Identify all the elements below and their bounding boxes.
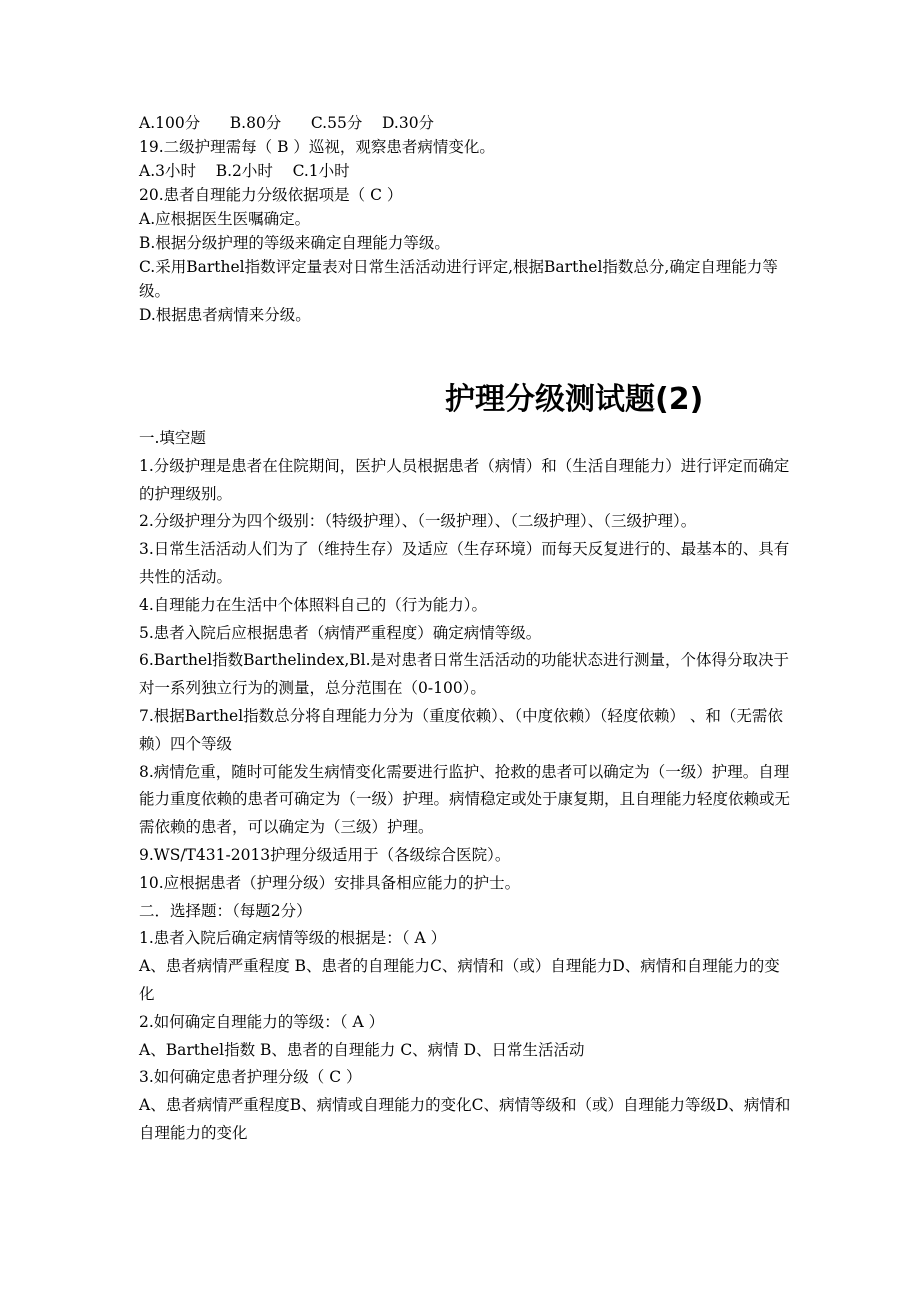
choice-q1-options: A、患者病情严重程度 B、患者的自理能力C、病情和（或）自理能力D、病情和自理能力的变化 [139,957,780,1003]
q19-options: A.3小时 B.2小时 C.1小时 [139,162,350,180]
fill-in-item-1: 1.分级护理是患者在住院期间，医护人员根据患者（病情）和（生活自理能力）进行评定而确定的护理级别。 [139,456,790,503]
fill-in-item-3: 3.日常生活活动人们为了（维持生存）及适应（生存环境）而每天反复进行的、最基本的、具有共性的活动。 [139,540,790,586]
q20-question: 20.患者自理能力分级依据项是（ C ） [139,186,403,204]
choice-q3-options: A、患者病情严重程度B、病情或自理能力的变化C、病情等级和（或）自理能力等级D、病情和自理能力的变化 [139,1096,791,1142]
choice-q2-question: 2.如何确定自理能力的等级：（ A ） [139,1012,385,1031]
section-heading-fill-in: 一.填空题 [139,429,206,447]
fill-in-item-7: 7.根据Barthel指数总分将自理能力分为（重度依赖）、（中度依赖）（轻度依赖） 、和（无需依赖）四个等级 [139,706,783,753]
q20-option-b: B.根据分级护理的等级来确定自理能力等级。 [139,234,450,252]
section-heading-choice: 二．选择题：（每题2分） [139,901,312,920]
fill-in-item-2: 2.分级护理分为四个级别：（特级护理）、（一级护理）、（二级护理）、（三级护理）。 [139,512,697,531]
fill-in-item-5: 5.患者入院后应根据患者（病情严重程度）确定病情等级。 [139,623,542,642]
choice-q2-options: A、Barthel指数 B、患者的自理能力 C、病情 D、日常生活活动 [139,1040,585,1059]
q18-options: A.100分 B.80分 C.55分 D.30分 [139,114,435,132]
page-title: 护理分级测试题(2) [445,382,704,417]
q20-option-a: A.应根据医生医嘱确定。 [139,210,311,228]
choice-q3-question: 3.如何确定患者护理分级（ C ） [139,1068,362,1087]
fill-in-item-9: 9.WS/T431-2013护理分级适用于（各级综合医院）。 [139,845,511,864]
previous-questions-section [139,111,791,327]
fill-in-item-6: 6.Barthel指数Barthelindex,Bl.是对患者日常生活活动的功能状态进行测量，个体得分取决于对一系列独立行为的测量，总分范围在（0-100）。 [139,651,790,698]
q20-option-d: D.根据患者病情来分级。 [139,306,311,324]
choice-q1-question: 1.患者入院后确定病情等级的根据是：（ A ） [139,929,447,948]
fill-in-item-10: 10.应根据患者（护理分级）安排具备相应能力的护士。 [139,873,521,892]
test-body-section [139,425,791,1148]
fill-in-item-4: 4.自理能力在生活中个体照料自己的（行为能力）。 [139,595,488,614]
q19-question: 19.二级护理需每（ B ）巡视，观察患者病情变化。 [139,138,495,156]
q20-option-c: C.采用Barthel指数评定量表对日常生活活动进行评定,根据Barthel指数总分,确定自理能力等级。 [139,258,778,300]
fill-in-item-8: 8.病情危重，随时可能发生病情变化需要进行监护、抢救的患者可以确定为（一级）护理。自理能力重度依赖的患者可确定为（一级）护理。病情稳定或处于康复期，且自理能力轻度依赖或无需依赖的患者，可以确定为（三级）护理。 [139,762,791,837]
